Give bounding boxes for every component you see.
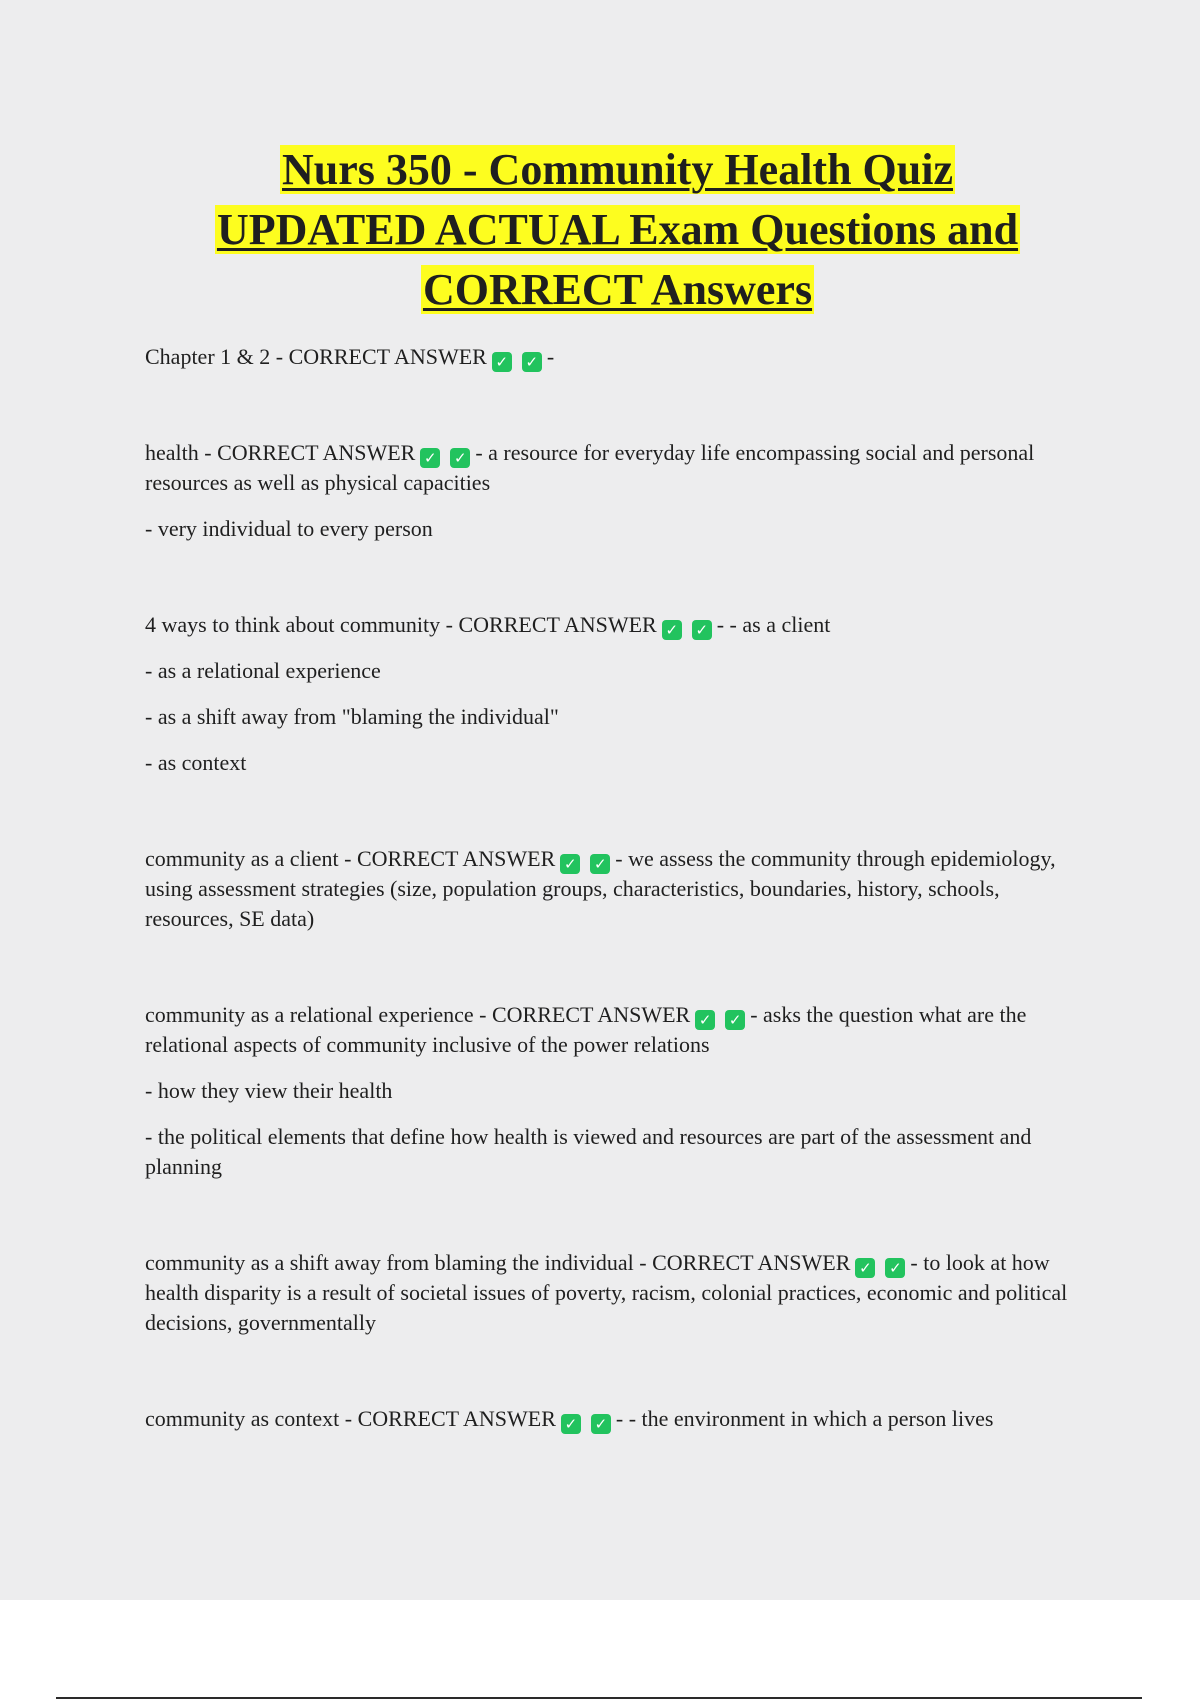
qa-entry-line: community as context - CORRECT ANSWER ✓ ✓ - - the environment in which a person lives (145, 1406, 994, 1433)
check-mark-icon: ✓ (492, 352, 512, 372)
qa-answer: - a resource for everyday life encompassing social and personal resources as well as physical capacities (145, 440, 1035, 495)
correct-answer-label: CORRECT ANSWER (491, 1002, 691, 1027)
correct-answer-label: CORRECT ANSWER (458, 612, 657, 637)
qa-answer: - asks the question what are the relational aspects of community inclusive of the power relations (145, 1002, 1027, 1057)
page-bottom-divider (56, 1697, 1142, 1699)
check-mark-icon: ✓ (522, 352, 542, 372)
qa-entry (145, 438, 1090, 544)
title-line-1: Nurs 350 - Community Health Quiz (282, 145, 953, 194)
check-mark-icon: ✓ (885, 1258, 905, 1278)
qa-entry (145, 1000, 1090, 1182)
qa-term: community as a client (145, 846, 339, 871)
title-line-3: CORRECT Answers (422, 265, 813, 314)
qa-entry-line: community as a client - CORRECT ANSWER ✓ ✓ - we assess the community through epidemiology, using assessment strategies (size, population groups, characteristics, boundaries, history, schools, resources, SE data) (145, 846, 1056, 931)
correct-answer-label: CORRECT ANSWER (357, 846, 556, 871)
qa-entry (145, 1248, 1090, 1338)
correct-answer-label: CORRECT ANSWER (288, 344, 487, 369)
qa-answer-bullet: - as a shift away from "blaming the individual" (145, 704, 559, 729)
qa-term: community as context (145, 1406, 340, 1431)
qa-term: community as a shift away from blaming the individual (145, 1250, 634, 1275)
qa-answer-bullet: - the political elements that define how health is viewed and resources are part of the assessment and planning (145, 1124, 1032, 1179)
qa-term: health (145, 440, 199, 465)
check-mark-icon: ✓ (450, 448, 470, 468)
qa-answer: - (546, 344, 555, 369)
qa-term: community as a relational experience (145, 1002, 474, 1027)
qa-answer: - - the environment in which a person lives (615, 1406, 994, 1431)
qa-answer: - - as a client (716, 612, 831, 637)
check-mark-icon: ✓ (725, 1010, 745, 1030)
correct-answer-label: CORRECT ANSWER (217, 440, 416, 465)
qa-entry-line: community as a relational experience - CORRECT ANSWER ✓ ✓ - asks the question what are the relational aspects of community inclusive of the power relations (145, 1002, 1027, 1057)
document-title (125, 140, 1110, 320)
correct-answer-label: CORRECT ANSWER (652, 1250, 851, 1275)
qa-entry (145, 342, 1090, 372)
qa-answer: - to look at how health disparity is a result of societal issues of poverty, racism, colonial practices, economic and political decisions, governmentally (145, 1250, 1068, 1335)
check-mark-icon: ✓ (560, 854, 580, 874)
check-mark-icon: ✓ (420, 448, 440, 468)
check-mark-icon: ✓ (591, 1414, 611, 1434)
qa-entry-line: community as a shift away from blaming the individual - CORRECT ANSWER ✓ ✓ - to look at how health disparity is a result of societal issues of poverty, racism, colonial practices, economic and political decisions, governmentally (145, 1250, 1068, 1335)
qa-answer-bullet: - how they view their health (145, 1078, 393, 1103)
qa-entry (145, 1404, 1090, 1434)
qa-entry-line: health - CORRECT ANSWER ✓ ✓ - a resource for everyday life encompassing social and personal resources as well as physical capacities (145, 440, 1035, 495)
qa-answer: - we assess the community through epidemiology, using assessment strategies (size, population groups, characteristics, boundaries, history, schools, resources, SE data) (145, 846, 1056, 931)
qa-term: 4 ways to think about community (145, 612, 441, 637)
check-mark-icon: ✓ (590, 854, 610, 874)
qa-answer-bullet: - very individual to every person (145, 516, 433, 541)
qa-answer-bullet: - as context (145, 750, 247, 775)
title-line-2: UPDATED ACTUAL Exam Questions and (216, 205, 1019, 254)
qa-entry (145, 844, 1090, 934)
check-mark-icon: ✓ (662, 620, 682, 640)
check-mark-icon: ✓ (695, 1010, 715, 1030)
check-mark-icon: ✓ (561, 1414, 581, 1434)
qa-entry-line: 4 ways to think about community - CORRECT ANSWER ✓ ✓ - - as a client (145, 612, 831, 639)
qa-list (145, 342, 1090, 1434)
correct-answer-label: CORRECT ANSWER (357, 1406, 556, 1431)
qa-entry-line: Chapter 1 & 2 - CORRECT ANSWER ✓ ✓ - (145, 344, 555, 371)
qa-answer-bullet: - as a relational experience (145, 658, 381, 683)
check-mark-icon: ✓ (855, 1258, 875, 1278)
qa-term: Chapter 1 & 2 (145, 344, 271, 369)
qa-entry (145, 610, 1090, 778)
document-content (145, 140, 1090, 1500)
check-mark-icon: ✓ (692, 620, 712, 640)
